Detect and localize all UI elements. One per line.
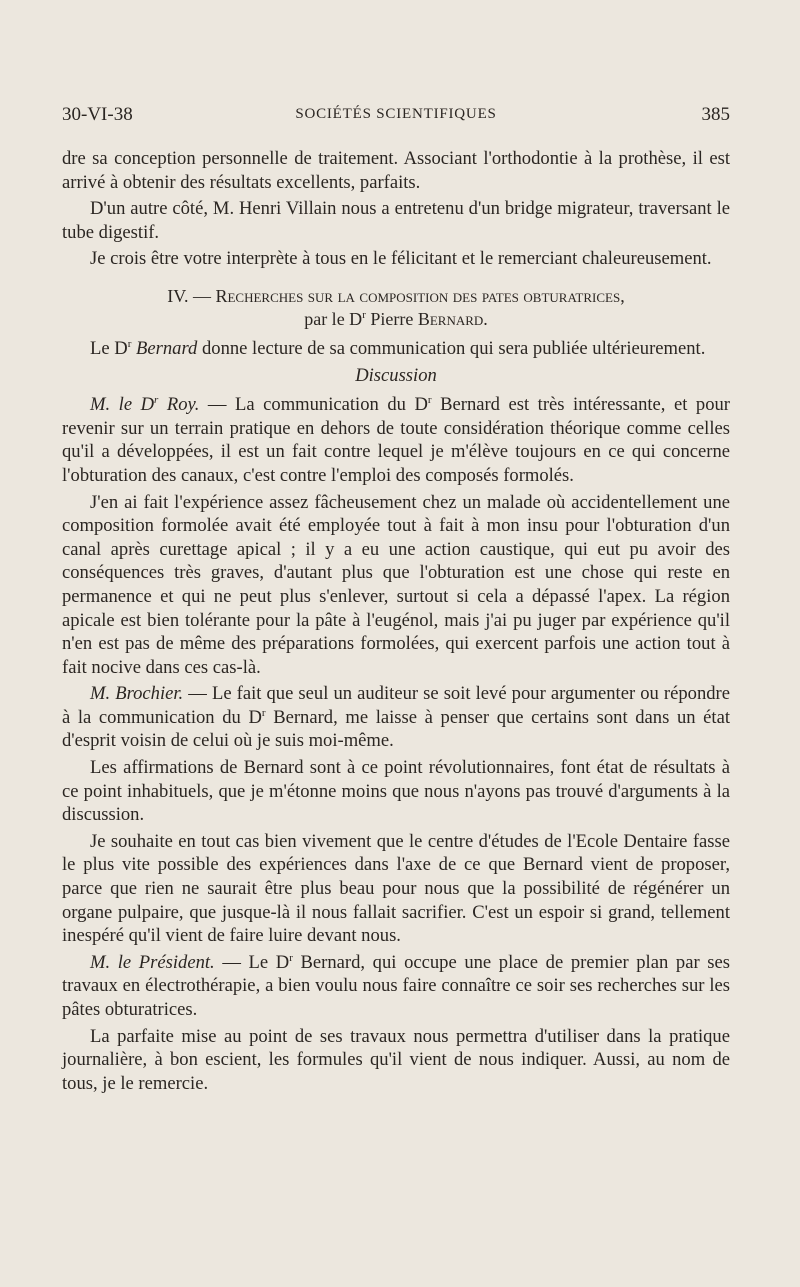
- header-date: 30-VI-38: [62, 104, 133, 125]
- paragraph: [62, 682, 730, 753]
- discussion-heading: Discussion: [355, 364, 437, 386]
- speaker-name: M. Brochier.: [90, 683, 184, 705]
- superscript: r: [362, 308, 366, 321]
- text-fragment: — La communication du D: [207, 394, 428, 416]
- text-fragment: Roy.: [166, 394, 200, 416]
- section-by: par le D: [304, 308, 363, 329]
- paragraph: [62, 951, 730, 1022]
- paragraph: D'un autre côté, M. Henri Villain nous a entretenu d'un bridge migrateur, traversant le tube digestif.: [62, 198, 730, 243]
- author-last: Bernard.: [417, 308, 488, 329]
- superscript: r: [427, 393, 432, 406]
- section-title: Recherches sur la composition des pates obturatrices,: [215, 285, 625, 306]
- section-number: IV. —: [167, 285, 211, 306]
- text-fragment: M. le D: [90, 394, 155, 416]
- paragraph: dre sa conception personnelle de traitement. Associant l'orthodontie à la prothèse, il est arrivé à obtenir des résultats excellents, parfaits.: [62, 148, 730, 193]
- paragraph: [62, 393, 730, 487]
- superscript: r: [289, 951, 293, 964]
- text-fragment: Le D: [90, 337, 128, 359]
- text-fragment: Bernard, qui occupe une place de premier plan par ses travaux en électrothérapie, a bien voulu nous faire connaître ce soir ses recherches sur les pâtes obturatrices.: [62, 951, 730, 1020]
- section-heading: [62, 285, 730, 331]
- paragraph: Les affirmations de Bernard sont à ce point révolutionnaires, font état de résultats à ce point inhabituels, que je m'étonne moins que nous n'ayons pas trouvé d'arguments à la discussion.: [62, 757, 730, 826]
- paragraph: J'en ai fait l'expérience assez fâcheusement chez un malade où accidentellement une composition formolée avait été employée tout à fait à mon insu pour l'obturation d'un canal après curettage apical ; il y a eu une action caustique, qui eut pu avoir des conséquences très graves, d'autant plus que l'obturation est une chose qui reste en permanence et qui ne peut plus s'enlever, surtout si cela a dépassé l'apex. La région apicale est bien tolérante pour la pâte à l'eugénol, mais j'ai pu juger par expérience qu'il n'en est pas de même des préparations formolées, qui exercent parfois une action tout à fait nocive dans ces cas-là.: [62, 491, 730, 678]
- text-fragment: donne lecture de sa communication qui sera publiée ultérieurement.: [201, 337, 706, 359]
- header-title: SOCIÉTÉS SCIENTIFIQUES: [295, 106, 497, 122]
- text-fragment: — Le fait que seul un auditeur se soit levé pour argumenter ou répondre à la communication du D: [62, 683, 730, 728]
- author-first: Pierre: [370, 308, 414, 329]
- paragraph: Je crois être votre interprète à tous en le félicitant et le remerciant chaleureusement.: [90, 248, 712, 270]
- paragraph: [62, 337, 730, 361]
- paragraph: Je souhaite en tout cas bien vivement que le centre d'études de l'Ecole Dentaire fasse le plus vite possible des expériences dans l'axe de ce que Bernard vient de proposer, parce que rien ne saurait être plus beau pour nous que la possibilité de régénérer un organe pulpaire, que jusque-là il nous fallait sacrifier. C'est un espoir si grand, tellement inespéré qu'il vient de faire luire devant nous.: [62, 830, 730, 947]
- body-text: [62, 147, 730, 1098]
- speaker-name: M. le Président.: [90, 951, 215, 973]
- speaker-name: Bernard: [136, 337, 198, 359]
- text-fragment: Bernard, me laisse à penser que certains sont dans un état d'esprit voisin de celui où je suis moi-même.: [62, 706, 731, 752]
- superscript: r: [261, 706, 266, 719]
- superscript: r: [154, 393, 159, 406]
- page-number: 385: [701, 104, 730, 125]
- superscript: r: [127, 337, 132, 350]
- paragraph: La parfaite mise au point de ses travaux nous permettra d'utiliser dans la pratique journalière, à bon escient, les formules qu'il vient de nous indiquer. Aussi, au nom de tous, je le remercie.: [62, 1025, 730, 1094]
- text-fragment: Bernard est très intéressante, et pour revenir sur un terrain pratique en dehors de toute considération théorique comme celles qu'il a développées, il est un fait contre lequel je m'élève toujours en ce qui concerne l'obturation des canaux, c'est contre l'emploi des composés formolés.: [62, 394, 731, 486]
- speaker-name: [90, 394, 199, 415]
- running-header: [62, 104, 730, 130]
- text-fragment: — Le D: [222, 951, 290, 973]
